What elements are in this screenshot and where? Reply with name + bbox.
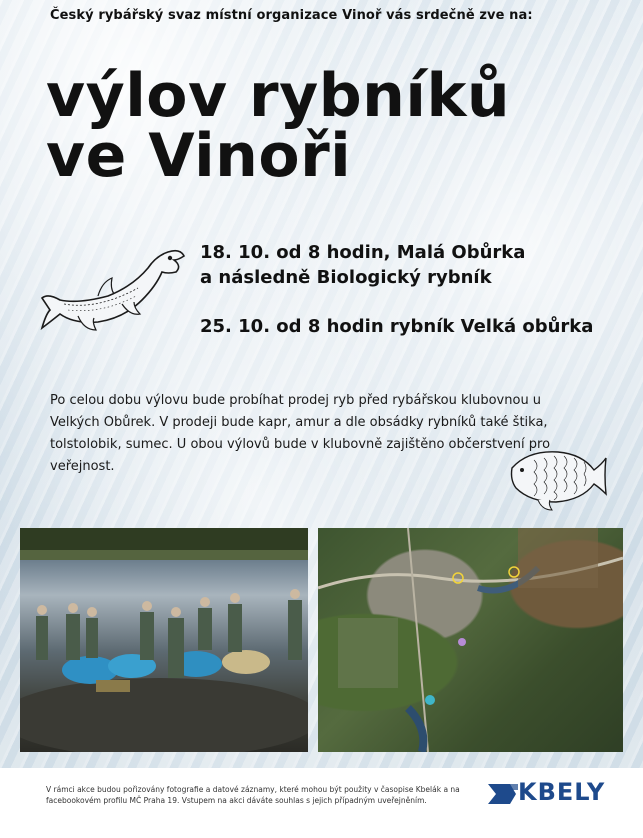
fish-harvest-photo — [20, 528, 308, 752]
title-line-1: výlov rybníků — [46, 61, 511, 131]
map-scene — [318, 528, 623, 752]
photo-scene — [20, 528, 308, 752]
kbely-logo-icon — [488, 780, 518, 810]
logo-wordmark: KBELY — [518, 778, 606, 806]
event-second-line-1: 25. 10. od 8 hodin rybník Velká obůrka — [200, 316, 594, 337]
photo-consent-notice: V rámci akce budou pořizovány fotografie a datové záznamy, které mohou být použity v časopise Kbelák a na facebookovém profilu MČ Praha 19. Vstupem na akci dáváte souhlas s jejich případným uveřejněním. — [46, 785, 460, 805]
carp-illustration — [508, 444, 608, 512]
event-first-line-1: 18. 10. od 8 hodin, Malá Obůrka — [200, 242, 526, 263]
kbely-logo — [488, 778, 623, 808]
location-map — [318, 528, 623, 752]
invitation-line: Český rybářský svaz místní organizace Vinoř vás srdečně zve na: — [50, 8, 533, 23]
pike-illustration — [38, 238, 188, 338]
page-title — [46, 61, 511, 191]
footer — [0, 768, 643, 838]
title-line-2: ve Vinoři — [46, 121, 352, 191]
event-description: Po celou dobu výlovu bude probíhat prodej ryb před rybářskou klubovnou u Velkých Obůrek. V prodeji bude kapr, amur a dle obsádky rybníků také štika, tolstolobik, sumec. U obou výlovů bude v klubovně zajištěno občerstvení pro veřejnost. — [50, 393, 551, 474]
event-first-date — [200, 240, 525, 290]
event-first-line-2: a následně Biologický rybník — [200, 267, 492, 288]
event-second-date — [200, 314, 593, 339]
